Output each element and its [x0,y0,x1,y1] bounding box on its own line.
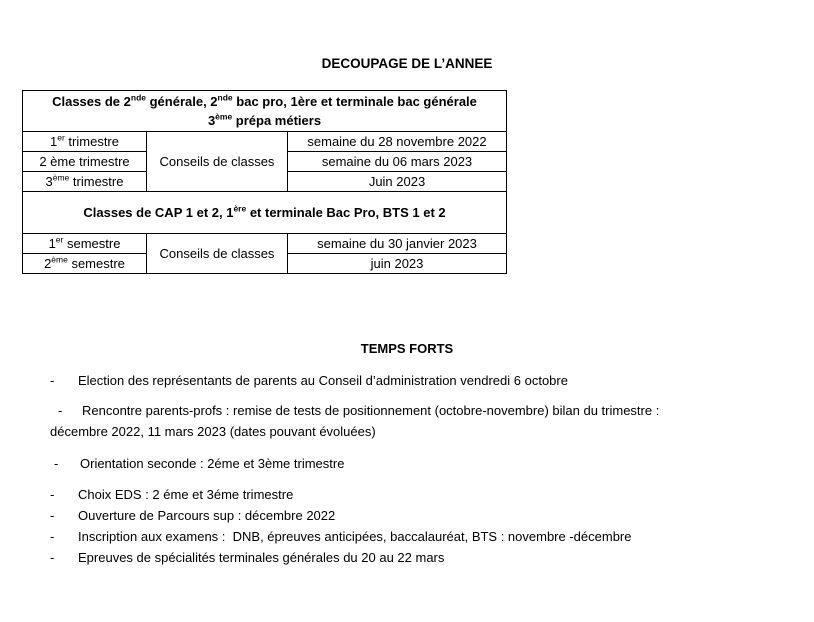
dash-marker: - [58,403,63,418]
temps-forts-list [50,370,780,568]
list-item-text: Ouverture de Parcours sup : décembre 2022 [78,508,336,523]
period-cell [23,152,147,172]
superscript: ère [233,203,247,214]
text-fragment: Classes de CAP 1 et 2, 1 [83,205,234,220]
list-item [50,547,780,568]
period-cell [23,234,147,254]
date-cell: Juin 2023 [288,172,507,192]
section1-title-line2 [25,111,504,130]
section2-title-cell [23,192,507,234]
section1-title-line1 [25,92,504,111]
year-schedule-table [22,90,507,274]
date-cell: semaine du 30 janvier 2023 [288,234,507,254]
text-fragment: 1 [48,236,56,251]
text-fragment: bac pro, 1ère et terminale bac générale [232,94,477,109]
dash-marker: - [50,529,55,544]
superscript: nde [217,92,233,103]
page-title: DECOUPAGE DE L’ANNEE [321,56,493,71]
dash-marker: - [54,456,59,471]
text-fragment: semestre [63,236,121,251]
list-item-text: Epreuves de spécialités terminales générales du 20 au 22 mars [78,550,445,565]
text-fragment: prépa métiers [232,113,322,128]
date-cell: semaine du 06 mars 2023 [288,152,507,172]
table-row [23,91,507,132]
text-fragment: semestre [67,256,125,271]
list-item [50,370,780,391]
list-item-text-line1: Rencontre parents-profs : remise de tests de positionnement (octobre-novembre) bilan du trimestre : [82,403,660,418]
date-cell: semaine du 28 novembre 2022 [288,132,507,152]
text-fragment: 3 [45,174,53,189]
text-fragment: et terminale Bac Pro, BTS 1 et 2 [246,205,446,220]
temps-forts-heading: TEMPS FORTS [360,341,454,356]
section1-title-cell [23,91,507,132]
table-row [23,192,507,234]
list-item [50,484,780,505]
list-item [50,453,780,474]
list-item-text: Inscription aux examens : DNB, épreuves anticipées, baccalauréat, BTS : novembre -décembre [78,529,632,544]
superscript: er [57,132,65,143]
text-fragment: 2 [44,256,52,271]
list-item [50,526,780,547]
date-cell: juin 2023 [288,254,507,274]
text-fragment: trimestre [69,174,124,189]
superscript: ème [52,172,70,183]
list-item [50,505,780,526]
dash-marker: - [50,550,55,565]
text-fragment: générale, 2 [146,94,218,109]
superscript: nde [130,92,146,103]
text-fragment: trimestre [64,134,119,149]
text-fragment: 2 ème trimestre [39,154,130,169]
period-cell [23,132,147,152]
list-item [50,400,780,442]
dash-marker: - [50,487,55,502]
council-cell: Conseils de classes [147,132,288,192]
table-row [23,132,507,152]
council-cell: Conseils de classes [147,234,288,274]
list-item-text-line2: décembre 2022, 11 mars 2023 (dates pouvant évoluées) [50,424,376,439]
text-fragment: 3 [207,113,216,128]
text-fragment: 1 [50,134,58,149]
superscript: ème [215,111,233,122]
period-cell [23,254,147,274]
superscript: er [55,234,64,245]
list-item-text: Choix EDS : 2 éme et 3éme trimestre [78,487,294,502]
period-cell [23,172,147,192]
list-item-text: Orientation seconde : 2éme et 3ème trimestre [80,456,345,471]
list-item-text: Election des représentants de parents au Conseil d’administration vendredi 6 octobre [78,373,568,388]
text-fragment: Classes de 2 [52,94,131,109]
table-row [23,234,507,254]
dash-marker: - [50,508,55,523]
superscript: ème [51,254,68,265]
dash-marker: - [50,373,55,388]
